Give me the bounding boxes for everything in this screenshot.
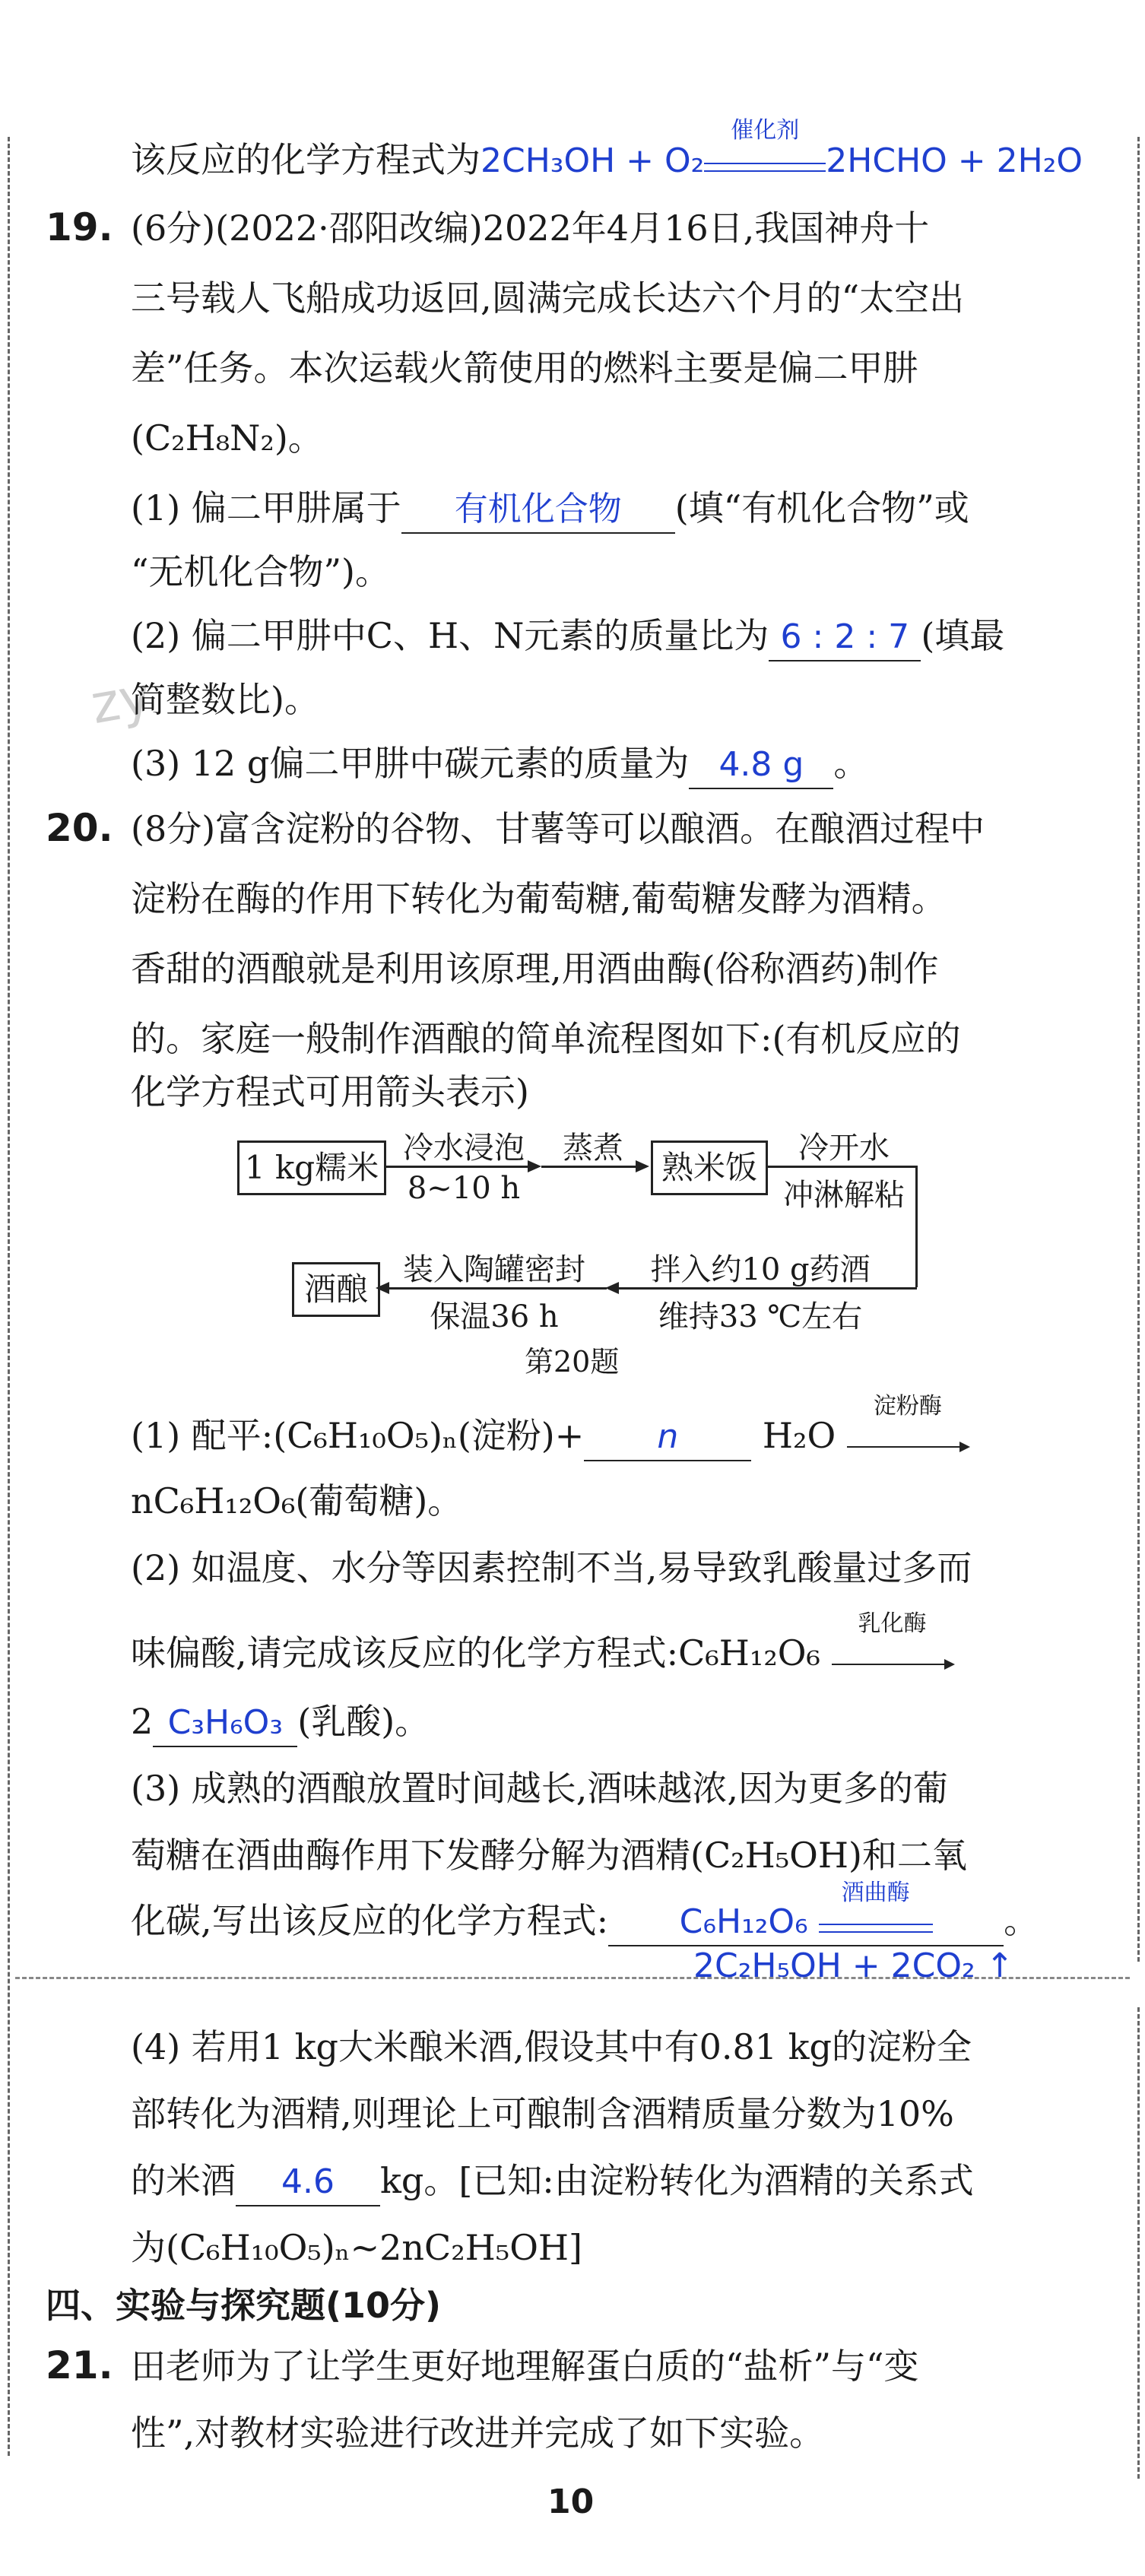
q19-part2-answer: 6 : 2 : 7 [769, 614, 921, 661]
q19-part1-answer: 有机化合物 [401, 487, 675, 534]
q20-part1-line2: nC₆H₁₂O₆(葡萄糖)。 [131, 1480, 463, 1521]
q18-equation-line: 该反应的化学方程式为2CH₃OH + O₂ 催化剂 2HCHO + 2H₂O [131, 137, 1083, 184]
q20-part4-line2: 部转化为酒精,则理论上可酿制含酒精质量分数为10% [131, 2093, 954, 2134]
q19-line3: 差”任务。本次运载火箭使用的燃料主要是偏二甲肼 [131, 347, 918, 389]
q20-number: 20. [46, 806, 113, 850]
q19-line2: 三号载人飞船成功返回,圆满完成长达六个月的“太空出 [131, 278, 965, 319]
flow-arrow1-bottom: 8~10 h [407, 1171, 521, 1206]
q20-part4-answer: 4.6 [236, 2159, 380, 2206]
q20-part2-line1: (2) 如温度、水分等因素控制不当,易导致乳酸量过多而 [131, 1547, 972, 1588]
q21-line1: 田老师为了让学生更好地理解蛋白质的“盐析”与“变 [131, 2346, 919, 2387]
q21-line2: 性”,对教材实验进行改进并完成了如下实验。 [131, 2413, 825, 2454]
page-number: 10 [547, 2482, 595, 2521]
flow-arrow1 [386, 1166, 538, 1168]
right-dashed-margin-lower [1137, 2007, 1140, 2479]
q19-part1-line2: “无机化合物”)。 [131, 551, 390, 592]
q20-part2-arrow: 乳化酶 [832, 1630, 953, 1676]
q21-number: 21. [46, 2343, 113, 2387]
q20-part2-answer: C₃H₆O₃ [153, 1700, 297, 1747]
q19-line1: (6分)(2022·邵阳改编)2022年4月16日,我国神舟十 [131, 208, 930, 249]
flow-connector-vertical [915, 1166, 918, 1287]
watermark: zy [86, 664, 156, 737]
flow-arrow3-bottom: 冲淋解粘 [783, 1178, 905, 1213]
q20-part3-line1: (3) 成熟的酒酿放置时间越长,酒味越浓,因为更多的葡 [131, 1768, 949, 1809]
flow-arrow1-top: 冷水浸泡 [403, 1131, 525, 1166]
q19-line4: (C₂H₈N₂)。 [131, 417, 323, 458]
q19-part3: (3) 12 g偏二甲肼中碳元素的质量为 4.8 g 。 [131, 741, 868, 789]
q20-part4-line3: 的米酒 4.6 kg。[已知:由淀粉转化为酒精的关系式 [131, 2158, 974, 2206]
flow-arrow2-top: 蒸煮 [563, 1131, 623, 1166]
q18-answer-left: 2CH₃OH + O₂ [481, 141, 705, 180]
q20-part2-line2: 味偏酸,请完成该反应的化学方程式:C₆H₁₂O₆ 乳化酶 [131, 1630, 953, 1676]
q20-part4-line4: 为(C₆H₁₀O₅)ₙ~2nC₂H₅OH] [131, 2227, 582, 2268]
q20-part3-answer-right: 2C₂H₅OH + 2CO₂ ↑ [693, 1946, 1014, 1985]
flow-arrow5-bottom: 保温36 h [430, 1299, 559, 1334]
flow-box-jiuniang: 酒酿 [292, 1262, 380, 1317]
q18-catalyst-arrow: 催化剂 [704, 137, 826, 182]
q20-part1-arrow: 淀粉酶 [847, 1413, 969, 1458]
q19-part1: (1) 偏二甲肼属于 有机化合物 (填“有机化合物”或 [131, 485, 969, 534]
q20-part2-line3: 2 C₃H₆O₃ (乳酸)。 [131, 1699, 430, 1747]
q20-part4-line1: (4) 若用1 kg大米酿米酒,假设其中有0.81 kg的淀粉全 [131, 2026, 972, 2067]
section4-title: 四、实验与探究题(10分) [46, 2285, 442, 2326]
q19-part2-line2: 简整数比)。 [131, 679, 319, 720]
flow-arrow5-top: 装入陶罐密封 [403, 1252, 585, 1287]
q20-part3-answer: C₆H₁₂O₆ 酒曲酶 [608, 1899, 1004, 1946]
right-dashed-margin [1137, 137, 1140, 1962]
q20-line1: (8分)富含淀粉的谷物、甘薯等可以酿酒。在酿酒过程中 [131, 808, 985, 849]
flow-caption: 第20题 [525, 1345, 620, 1378]
q19-number: 19. [46, 205, 113, 249]
q20-line3: 香甜的酒酿就是利用该原理,用酒曲酶(俗称酒药)制作 [131, 948, 939, 989]
q20-line2: 淀粉在酶的作用下转化为葡萄糖,葡萄糖发酵为酒精。 [131, 878, 947, 919]
q19-part2: (2) 偏二甲肼中C、H、N元素的质量比为 6 : 2 : 7 (填最 [131, 613, 1004, 661]
flow-arrow2 [541, 1166, 646, 1168]
q19-part3-answer: 4.8 g [689, 742, 833, 789]
q20-part3-line3: 化碳,写出该反应的化学方程式: C₆H₁₂O₆ 酒曲酶 。 [131, 1898, 1039, 1946]
q20-line4: 的。家庭一般制作酒酿的简单流程图如下:(有机反应的 [131, 1018, 961, 1059]
q20-part1: (1) 配平:(C₆H₁₀O₅)ₙ(淀粉)+ n H₂O 淀粉酶 [131, 1413, 969, 1461]
q20-line5: 化学方程式可用箭头表示) [131, 1071, 529, 1112]
flow-arrow3 [766, 1166, 915, 1168]
q18-answer-right: 2HCHO + 2H₂O [826, 141, 1083, 180]
flow-box-cooked-rice: 熟米饭 [651, 1140, 768, 1195]
flow-arrow3-top: 冷开水 [798, 1131, 890, 1166]
flow-box-rice: 1 kg糯米 [237, 1140, 386, 1195]
q20-part3-line2: 萄糖在酒曲酶作用下发酵分解为酒精(C₂H₅OH)和二氧 [131, 1835, 967, 1876]
left-dashed-margin [8, 137, 10, 2456]
flow-arrow4-bottom: 维持33 ℃左右 [658, 1299, 863, 1334]
flow-arrow4-top: 拌入约10 g药酒 [650, 1252, 871, 1287]
q20-part1-answer: n [584, 1414, 751, 1461]
